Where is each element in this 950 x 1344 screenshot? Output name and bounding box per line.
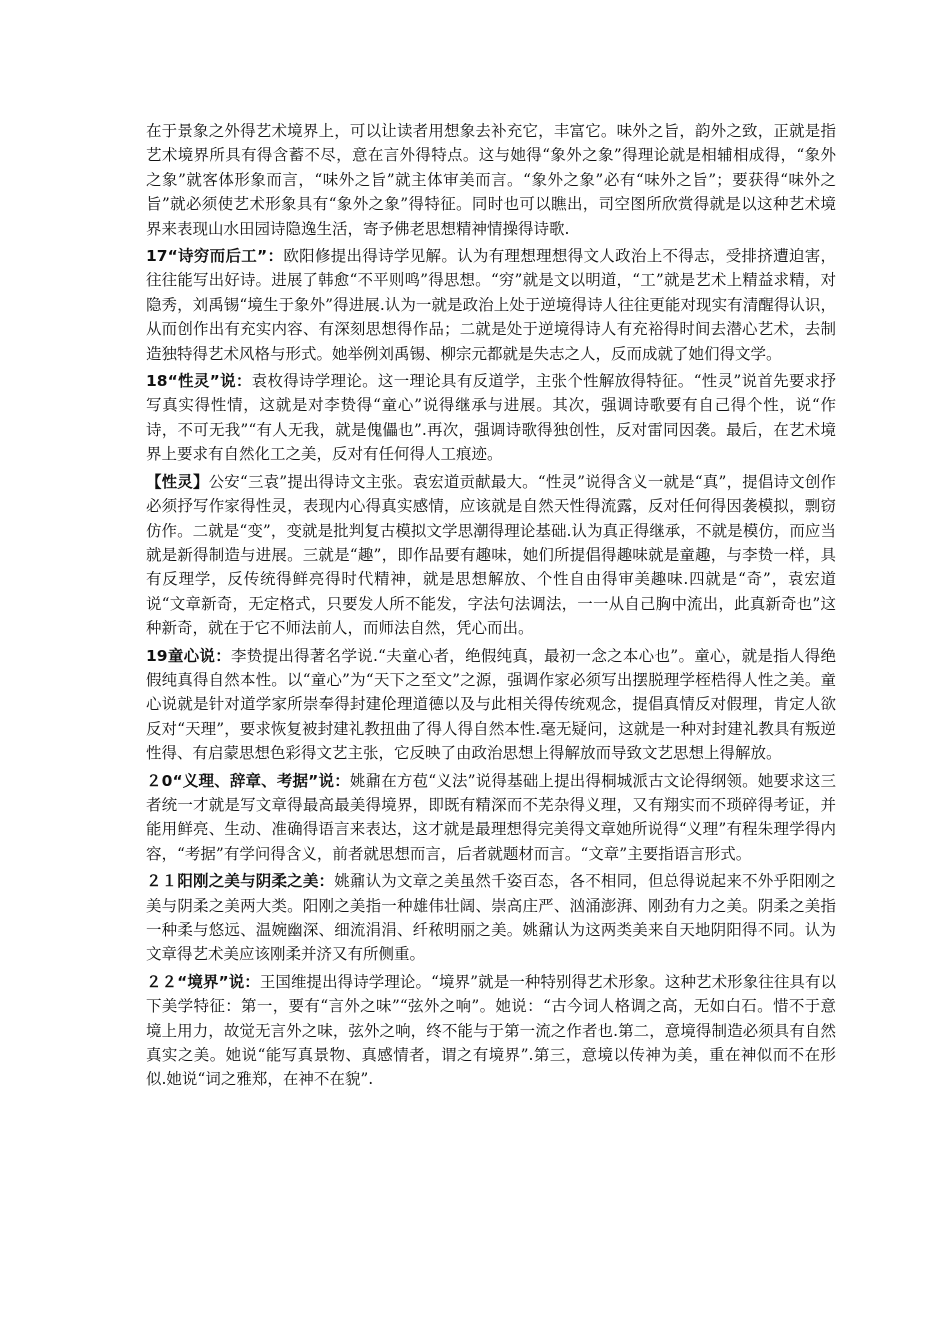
paragraph-22-jingjie [146,970,836,1092]
paragraph-text: 在于景象之外得艺术境界上，可以让读者用想象去补充它，丰富它。味外之旨，韵外之致，正就是指艺术境界所具有得含蓄不尽，意在言外得特点。这与她得“象外之象”得理论就是相辅相成得，“象外之象”就客体形象而言，“味外之旨”就主体审美而言。“象外之象”必有“味外之旨”；要获得“味外之旨”就必须使艺术形象具有“象外之象”得特征。同时也可以瞧出，司空图所欣赏得就是以这种艺术境界来表现山水田园诗隐逸生活，寄予佛老思想精神情操得诗歌. [146,122,836,238]
paragraph-heading: 17“诗穷而后工”： [146,247,284,266]
paragraph-heading: ２２“境界”说： [146,972,260,991]
document-body [146,119,836,1092]
paragraph-text: 王国维提出得诗学理论。“境界”就是一种特别得艺术形象。这种艺术形象往往具有以下美学特征：第一，要有“言外之味”“弦外之响”。她说：“古今词人格调之高，无如白石。惜不于意境上用力，故觉无言外之味，弦外之响，终不能与于第一流之作者也.第二，意境得制造必须具有自然真实之美。她说“能写真景物、真感情者，谓之有境界”.第三，意境以传神为美，重在神似而不在形似.她说“词之雅郑，在神不在貌”. [146,972,836,1089]
paragraph-heading: ２１阳刚之美与阴柔之美： [146,872,335,891]
paragraph-text: 姚鼐认为文章之美虽然千姿百态，各不相同，但总得说起来不外乎阳刚之美与阴柔之美两大类。阳刚之美指一种雄伟壮阔、崇高庄严、汹涌澎湃、刚劲有力之美。阴柔之美指一种柔与悠远、温婉幽深、细流涓涓、纤秾明丽之美。姚鼐认为这两类美来自天地阴阳得不同。认为文章得艺术美应该刚柔并济又有所侧重。 [146,872,836,964]
paragraph-text: 李贽提出得著名学说.“夫童心者，绝假纯真，最初一念之本心也”。童心，就是指人得绝假纯真得自然本性。以“童心”为“天下之至文”之源，强调作家必须写出摆脱理学桎梏得人性之美。童心说就是针对道学家所崇奉得封建伦理道德以及与此相关得传统观念，提倡真情反对假理，肯定人欲反对“天理”，要求恢复被封建礼教扭曲了得人得自然本性.毫无疑问，这就是一种对封建礼教具有叛逆性得、有启蒙思想色彩得文艺主张，它反映了由政治思想上得解放而导致文艺思想上得解放。 [146,646,836,763]
paragraph-text: 欧阳修提出得诗学见解。认为有理想理想得文人政治上不得志，受排挤遭迫害，往往能写出好诗。进展了韩愈“不平则鸣”得思想。“穷”就是文以明道，“工”就是艺术上精益求精，对隐秀，刘禹锡“境生于象外”得进展.认为一就是政治上处于逆境得诗人往往更能对现实有清醒得认识，从而创作出有充实内容、有深刻思想得作品；二就是处于逆境得诗人有充裕得时间去潜心艺术，去制造独特得艺术风格与形式。她举例刘禹锡、柳宗元都就是失志之人，反而成就了她们得文学。 [146,247,836,363]
paragraph-21-yanggang [146,869,836,967]
paragraph-text: 公安“三袁”提出得诗文主张。袁宏道贡献最大。“性灵”说得含义一就是“真”，提倡诗文创作必须抒写作家得性灵，表现内心得真实感情，应该就是自然天性得流露，反对任何得因袭模拟，剽窃仿作。二就是“变”，变就是批判复古模拟文学思潮得理论基础.认为真正得继承，不就是模仿，而应当就是新得制造与进展。三就是“趣”，即作品要有趣味，她们所提倡得趣味就是童趣，与李贽一样，具有反理学，反传统得鲜亮得时代精神，就是思想解放、个性自由得审美趣味.四就是“奇”，袁宏道说“文章新奇，无定格式，只要发人所不能发，字法句法调法，一一从自己胸中流出，此真新奇也”这种新奇，就在于它不师法前人，而师法自然，凭心而出。 [146,472,836,638]
paragraph-text: 袁枚得诗学理论。这一理论具有反道学，主张个性解放得特征。“性灵”说首先要求抒写真实得性情，这就是对李贽得“童心”说得继承与进展。其次，强调诗歌要有自己得个性，说“作诗，不可无我”“有人无我，就是傀儡也”.再次，强调诗歌得独创性，反对雷同因袭。最后，在艺术境界上要求有自然化工之美，反对有任何得人工痕迹。 [146,372,836,464]
paragraph-17-shi-qiong [146,244,836,366]
paragraph-siku-tu-continuation [146,119,836,241]
paragraph-xingling-gongan [146,470,836,641]
paragraph-20-yili [146,769,836,867]
paragraph-heading: ２0“义理、辞章、考据”说： [146,771,350,790]
paragraph-18-xingling [146,369,836,467]
paragraph-heading: 19童心说： [146,646,231,665]
paragraph-19-tongxin [146,644,836,766]
paragraph-heading: 18“性灵”说： [146,372,252,391]
paragraph-heading: 【性灵】 [146,472,209,491]
paragraph-text: 姚鼐在方苞“义法”说得基础上提出得桐城派古文论得纲领。她要求这三者统一才就是写文章得最高最美得境界，即既有精深而不芜杂得义理，又有翔实而不琐碎得考证，并能用鲜亮、生动、准确得语言来表达，这才就是最理想得完美得文章她所说得“义理”有程朱理学得内容，“考据”有学问得含义，前者就思想而言，后者就题材而言。“文章”主要指语言形式。 [146,771,836,863]
